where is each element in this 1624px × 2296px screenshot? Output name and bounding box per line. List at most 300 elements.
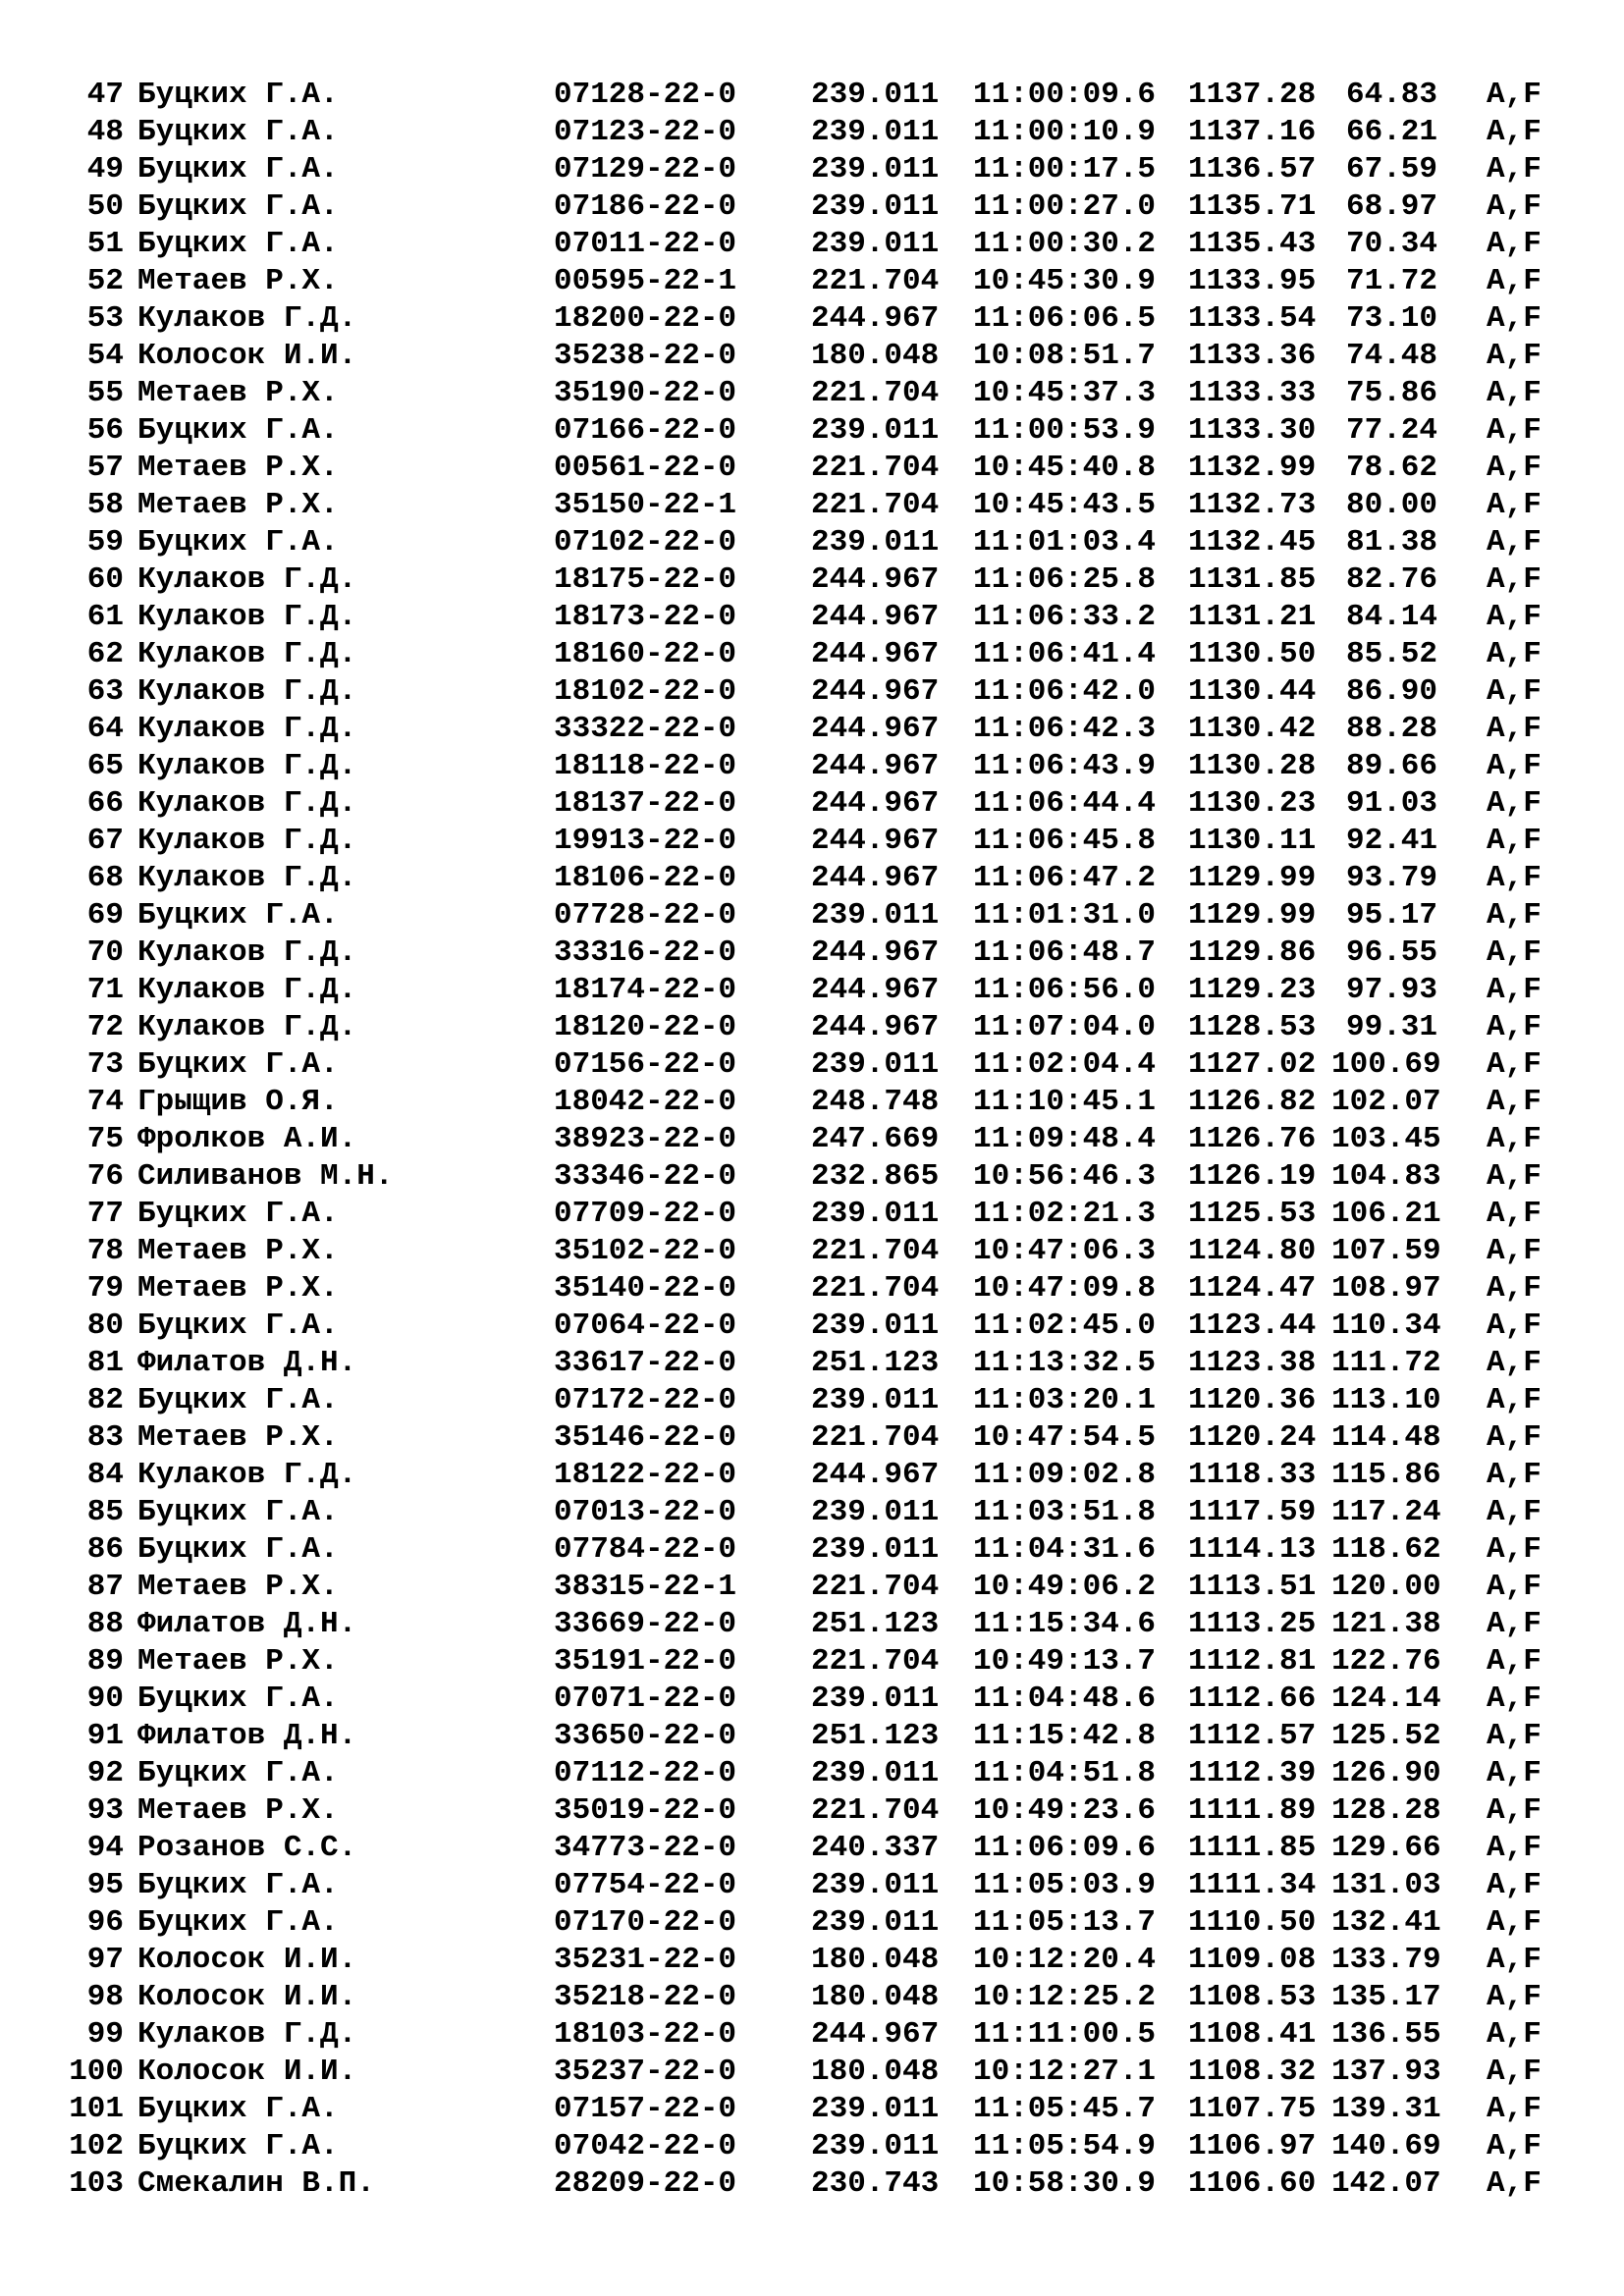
flags: A,F: [1487, 1346, 1542, 1380]
points: 135.17: [1331, 1980, 1441, 2014]
row-number: 61: [86, 600, 124, 634]
owner-name: Кулаков Г.Д.: [137, 301, 357, 336]
arrival-time: 11:02:04.4: [973, 1047, 1157, 1082]
ring-number: 35238-22-0: [554, 339, 737, 373]
distance: 239.011: [811, 78, 940, 112]
arrival-time: 10:49:23.6: [973, 1793, 1157, 1828]
distance: 239.011: [811, 1197, 940, 1231]
row-number: 67: [86, 824, 124, 858]
row-number: 70: [86, 935, 124, 970]
points: 73.10: [1345, 301, 1437, 336]
speed: 1113.51: [1188, 1570, 1317, 1604]
points: 67.59: [1345, 152, 1437, 187]
row-number: 54: [86, 339, 124, 373]
points: 68.97: [1345, 189, 1437, 224]
distance: 239.011: [811, 1383, 940, 1417]
owner-name: Кулаков Г.Д.: [137, 712, 357, 746]
owner-name: Кулаков Г.Д.: [137, 600, 357, 634]
row-number: 77: [86, 1197, 124, 1231]
row-number: 93: [86, 1793, 124, 1828]
row-number: 64: [86, 712, 124, 746]
points: 104.83: [1331, 1159, 1441, 1194]
distance: 251.123: [811, 1346, 940, 1380]
owner-name: Буцких Г.А.: [137, 1495, 339, 1529]
ring-number: 07170-22-0: [554, 1905, 737, 1940]
arrival-time: 11:09:02.8: [973, 1458, 1157, 1492]
owner-name: Силиванов М.Н.: [137, 1159, 394, 1194]
flags: A,F: [1487, 1905, 1542, 1940]
ring-number: 33617-22-0: [554, 1346, 737, 1380]
ring-number: 07186-22-0: [554, 189, 737, 224]
row-number: 81: [86, 1346, 124, 1380]
distance: 180.048: [811, 1943, 940, 1977]
distance: 244.967: [811, 824, 940, 858]
row-number: 65: [86, 749, 124, 783]
owner-name: Кулаков Г.Д.: [137, 1010, 357, 1044]
arrival-time: 11:03:51.8: [973, 1495, 1157, 1529]
owner-name: Буцких Г.А.: [137, 1868, 339, 1902]
distance: 244.967: [811, 973, 940, 1007]
flags: A,F: [1487, 2092, 1542, 2126]
row-number: 69: [86, 898, 124, 933]
row-number: 84: [86, 1458, 124, 1492]
arrival-time: 11:05:54.9: [973, 2129, 1157, 2163]
row-number: 103: [69, 2166, 124, 2201]
speed: 1107.75: [1188, 2092, 1317, 2126]
flags: A,F: [1487, 1383, 1542, 1417]
points: 84.14: [1345, 600, 1437, 634]
points: 108.97: [1331, 1271, 1441, 1306]
flags: A,F: [1487, 1943, 1542, 1977]
arrival-time: 10:49:13.7: [973, 1644, 1157, 1679]
speed: 1112.39: [1188, 1756, 1317, 1790]
owner-name: Колосок И.И.: [137, 1943, 357, 1977]
flags: A,F: [1487, 451, 1542, 485]
owner-name: Буцких Г.А.: [137, 1756, 339, 1790]
flags: A,F: [1487, 1197, 1542, 1231]
distance: 239.011: [811, 525, 940, 560]
ring-number: 38923-22-0: [554, 1122, 737, 1156]
speed: 1130.44: [1188, 674, 1317, 709]
owner-name: Кулаков Г.Д.: [137, 973, 357, 1007]
flags: A,F: [1487, 1532, 1542, 1567]
owner-name: Кулаков Г.Д.: [137, 824, 357, 858]
speed: 1136.57: [1188, 152, 1317, 187]
arrival-time: 11:05:45.7: [973, 2092, 1157, 2126]
points: 71.72: [1345, 264, 1437, 298]
row-number: 90: [86, 1682, 124, 1716]
distance: 244.967: [811, 637, 940, 671]
ring-number: 18103-22-0: [554, 2017, 737, 2052]
speed: 1125.53: [1188, 1197, 1317, 1231]
row-number: 76: [86, 1159, 124, 1194]
speed: 1135.43: [1188, 227, 1317, 261]
flags: A,F: [1487, 1756, 1542, 1790]
row-number: 62: [86, 637, 124, 671]
points: 120.00: [1331, 1570, 1441, 1604]
points: 115.86: [1331, 1458, 1441, 1492]
speed: 1108.53: [1188, 1980, 1317, 2014]
arrival-time: 11:03:20.1: [973, 1383, 1157, 1417]
ring-number: 35019-22-0: [554, 1793, 737, 1828]
distance: 239.011: [811, 2129, 940, 2163]
arrival-time: 11:06:33.2: [973, 600, 1157, 634]
flags: A,F: [1487, 1644, 1542, 1679]
arrival-time: 11:06:25.8: [973, 562, 1157, 597]
points: 80.00: [1345, 488, 1437, 522]
speed: 1120.24: [1188, 1420, 1317, 1455]
owner-name: Метаев Р.Х.: [137, 376, 339, 410]
distance: 239.011: [811, 115, 940, 149]
speed: 1133.54: [1188, 301, 1317, 336]
arrival-time: 11:04:51.8: [973, 1756, 1157, 1790]
speed: 1124.47: [1188, 1271, 1317, 1306]
arrival-time: 11:05:03.9: [973, 1868, 1157, 1902]
flags: A,F: [1487, 2017, 1542, 2052]
arrival-time: 11:15:42.8: [973, 1719, 1157, 1753]
points: 92.41: [1345, 824, 1437, 858]
speed: 1117.59: [1188, 1495, 1317, 1529]
speed: 1112.57: [1188, 1719, 1317, 1753]
distance: 239.011: [811, 1905, 940, 1940]
arrival-time: 11:00:09.6: [973, 78, 1157, 112]
speed: 1129.99: [1188, 861, 1317, 895]
speed: 1114.13: [1188, 1532, 1317, 1567]
points: 137.93: [1331, 2055, 1441, 2089]
flags: A,F: [1487, 973, 1542, 1007]
points: 107.59: [1331, 1234, 1441, 1268]
arrival-time: 10:49:06.2: [973, 1570, 1157, 1604]
ring-number: 35146-22-0: [554, 1420, 737, 1455]
flags: A,F: [1487, 115, 1542, 149]
flags: A,F: [1487, 1682, 1542, 1716]
ring-number: 33669-22-0: [554, 1607, 737, 1641]
ring-number: 18175-22-0: [554, 562, 737, 597]
ring-number: 07071-22-0: [554, 1682, 737, 1716]
arrival-time: 10:12:25.2: [973, 1980, 1157, 2014]
row-number: 55: [86, 376, 124, 410]
speed: 1129.86: [1188, 935, 1317, 970]
speed: 1133.33: [1188, 376, 1317, 410]
points: 132.41: [1331, 1905, 1441, 1940]
owner-name: Буцких Г.А.: [137, 115, 339, 149]
ring-number: 18118-22-0: [554, 749, 737, 783]
points: 78.62: [1345, 451, 1437, 485]
ring-number: 00561-22-0: [554, 451, 737, 485]
distance: 251.123: [811, 1607, 940, 1641]
arrival-time: 10:47:09.8: [973, 1271, 1157, 1306]
owner-name: Буцких Г.А.: [137, 189, 339, 224]
ring-number: 07123-22-0: [554, 115, 737, 149]
arrival-time: 11:06:48.7: [973, 935, 1157, 970]
ring-number: 07102-22-0: [554, 525, 737, 560]
distance: 244.967: [811, 749, 940, 783]
arrival-time: 11:10:45.1: [973, 1085, 1157, 1119]
speed: 1130.23: [1188, 786, 1317, 821]
row-number: 86: [86, 1532, 124, 1567]
speed: 1127.02: [1188, 1047, 1317, 1082]
row-number: 89: [86, 1644, 124, 1679]
distance: 244.967: [811, 786, 940, 821]
flags: A,F: [1487, 189, 1542, 224]
ring-number: 07013-22-0: [554, 1495, 737, 1529]
speed: 1131.85: [1188, 562, 1317, 597]
owner-name: Буцких Г.А.: [137, 1197, 339, 1231]
row-number: 72: [86, 1010, 124, 1044]
distance: 251.123: [811, 1719, 940, 1753]
points: 77.24: [1345, 413, 1437, 448]
points: 122.76: [1331, 1644, 1441, 1679]
distance: 221.704: [811, 451, 940, 485]
owner-name: Колосок И.И.: [137, 339, 357, 373]
arrival-time: 11:06:09.6: [973, 1831, 1157, 1865]
row-number: 79: [86, 1271, 124, 1306]
row-number: 49: [86, 152, 124, 187]
owner-name: Колосок И.И.: [137, 1980, 357, 2014]
speed: 1109.08: [1188, 1943, 1317, 1977]
speed: 1111.85: [1188, 1831, 1317, 1865]
flags: A,F: [1487, 1420, 1542, 1455]
flags: A,F: [1487, 1719, 1542, 1753]
owner-name: Кулаков Г.Д.: [137, 674, 357, 709]
ring-number: 18122-22-0: [554, 1458, 737, 1492]
points: 126.90: [1331, 1756, 1441, 1790]
owner-name: Буцких Г.А.: [137, 227, 339, 261]
flags: A,F: [1487, 2129, 1542, 2163]
arrival-time: 11:01:31.0: [973, 898, 1157, 933]
row-number: 50: [86, 189, 124, 224]
points: 82.76: [1345, 562, 1437, 597]
owner-name: Метаев Р.Х.: [137, 1420, 339, 1455]
owner-name: Фролков А.И.: [137, 1122, 357, 1156]
flags: A,F: [1487, 1793, 1542, 1828]
speed: 1126.82: [1188, 1085, 1317, 1119]
ring-number: 33316-22-0: [554, 935, 737, 970]
ring-number: 07166-22-0: [554, 413, 737, 448]
row-number: 85: [86, 1495, 124, 1529]
arrival-time: 11:09:48.4: [973, 1122, 1157, 1156]
distance: 221.704: [811, 1420, 940, 1455]
arrival-time: 11:00:30.2: [973, 227, 1157, 261]
speed: 1126.76: [1188, 1122, 1317, 1156]
owner-name: Буцких Г.А.: [137, 2129, 339, 2163]
ring-number: 33650-22-0: [554, 1719, 737, 1753]
arrival-time: 11:05:13.7: [973, 1905, 1157, 1940]
speed: 1112.66: [1188, 1682, 1317, 1716]
flags: A,F: [1487, 1085, 1542, 1119]
ring-number: 18042-22-0: [554, 1085, 737, 1119]
arrival-time: 11:06:06.5: [973, 301, 1157, 336]
speed: 1110.50: [1188, 1905, 1317, 1940]
row-number: 59: [86, 525, 124, 560]
ring-number: 07172-22-0: [554, 1383, 737, 1417]
speed: 1135.71: [1188, 189, 1317, 224]
flags: A,F: [1487, 600, 1542, 634]
flags: A,F: [1487, 935, 1542, 970]
ring-number: 35231-22-0: [554, 1943, 737, 1977]
points: 103.45: [1331, 1122, 1441, 1156]
row-number: 51: [86, 227, 124, 261]
points: 95.17: [1345, 898, 1437, 933]
ring-number: 07156-22-0: [554, 1047, 737, 1082]
ring-number: 00595-22-1: [554, 264, 737, 298]
arrival-time: 11:06:47.2: [973, 861, 1157, 895]
owner-name: Буцких Г.А.: [137, 1532, 339, 1567]
owner-name: Метаев Р.Х.: [137, 488, 339, 522]
arrival-time: 10:45:40.8: [973, 451, 1157, 485]
speed: 1128.53: [1188, 1010, 1317, 1044]
points: 91.03: [1345, 786, 1437, 821]
speed: 1133.30: [1188, 413, 1317, 448]
speed: 1126.19: [1188, 1159, 1317, 1194]
owner-name: Буцких Г.А.: [137, 1308, 339, 1343]
arrival-time: 11:06:41.4: [973, 637, 1157, 671]
flags: A,F: [1487, 861, 1542, 895]
speed: 1123.44: [1188, 1308, 1317, 1343]
distance: 244.967: [811, 861, 940, 895]
flags: A,F: [1487, 1308, 1542, 1343]
arrival-time: 11:15:34.6: [973, 1607, 1157, 1641]
arrival-time: 11:07:04.0: [973, 1010, 1157, 1044]
points: 129.66: [1331, 1831, 1441, 1865]
points: 125.52: [1331, 1719, 1441, 1753]
owner-name: Буцких Г.А.: [137, 1383, 339, 1417]
speed: 1111.34: [1188, 1868, 1317, 1902]
row-number: 99: [86, 2017, 124, 2052]
flags: A,F: [1487, 898, 1542, 933]
owner-name: Кулаков Г.Д.: [137, 786, 357, 821]
flags: A,F: [1487, 1495, 1542, 1529]
points: 85.52: [1345, 637, 1437, 671]
speed: 1137.28: [1188, 78, 1317, 112]
arrival-time: 10:45:30.9: [973, 264, 1157, 298]
arrival-time: 11:01:03.4: [973, 525, 1157, 560]
points: 88.28: [1345, 712, 1437, 746]
distance: 232.865: [811, 1159, 940, 1194]
speed: 1113.25: [1188, 1607, 1317, 1641]
owner-name: Кулаков Г.Д.: [137, 861, 357, 895]
flags: A,F: [1487, 562, 1542, 597]
arrival-time: 11:02:45.0: [973, 1308, 1157, 1343]
flags: A,F: [1487, 637, 1542, 671]
ring-number: 35218-22-0: [554, 1980, 737, 2014]
row-number: 48: [86, 115, 124, 149]
distance: 239.011: [811, 189, 940, 224]
flags: A,F: [1487, 413, 1542, 448]
ring-number: 07064-22-0: [554, 1308, 737, 1343]
row-number: 66: [86, 786, 124, 821]
speed: 1123.38: [1188, 1346, 1317, 1380]
speed: 1132.45: [1188, 525, 1317, 560]
row-number: 68: [86, 861, 124, 895]
row-number: 87: [86, 1570, 124, 1604]
arrival-time: 10:45:37.3: [973, 376, 1157, 410]
ring-number: 35190-22-0: [554, 376, 737, 410]
row-number: 92: [86, 1756, 124, 1790]
owner-name: Грыщив О.Я.: [137, 1085, 339, 1119]
distance: 244.967: [811, 301, 940, 336]
distance: 239.011: [811, 413, 940, 448]
arrival-time: 10:08:51.7: [973, 339, 1157, 373]
speed: 1130.28: [1188, 749, 1317, 783]
ring-number: 07157-22-0: [554, 2092, 737, 2126]
speed: 1112.81: [1188, 1644, 1317, 1679]
ring-number: 07709-22-0: [554, 1197, 737, 1231]
speed: 1130.11: [1188, 824, 1317, 858]
owner-name: Буцких Г.А.: [137, 413, 339, 448]
points: 66.21: [1345, 115, 1437, 149]
ring-number: 07128-22-0: [554, 78, 737, 112]
speed: 1129.99: [1188, 898, 1317, 933]
row-number: 78: [86, 1234, 124, 1268]
row-number: 47: [86, 78, 124, 112]
flags: A,F: [1487, 1570, 1542, 1604]
distance: 221.704: [811, 488, 940, 522]
flags: A,F: [1487, 824, 1542, 858]
arrival-time: 11:04:31.6: [973, 1532, 1157, 1567]
owner-name: Филатов Д.Н.: [137, 1719, 357, 1753]
points: 99.31: [1345, 1010, 1437, 1044]
speed: 1133.36: [1188, 339, 1317, 373]
speed: 1108.41: [1188, 2017, 1317, 2052]
owner-name: Кулаков Г.Д.: [137, 562, 357, 597]
arrival-time: 11:06:42.3: [973, 712, 1157, 746]
distance: 244.967: [811, 1010, 940, 1044]
arrival-time: 10:58:30.9: [973, 2166, 1157, 2201]
ring-number: 07129-22-0: [554, 152, 737, 187]
ring-number: 18106-22-0: [554, 861, 737, 895]
distance: 244.967: [811, 2017, 940, 2052]
flags: A,F: [1487, 152, 1542, 187]
speed: 1118.33: [1188, 1458, 1317, 1492]
row-number: 97: [86, 1943, 124, 1977]
owner-name: Метаев Р.Х.: [137, 1234, 339, 1268]
owner-name: Буцких Г.А.: [137, 1047, 339, 1082]
owner-name: Кулаков Г.Д.: [137, 935, 357, 970]
ring-number: 33346-22-0: [554, 1159, 737, 1194]
arrival-time: 10:45:43.5: [973, 488, 1157, 522]
distance: 239.011: [811, 1532, 940, 1567]
row-number: 95: [86, 1868, 124, 1902]
speed: 1132.73: [1188, 488, 1317, 522]
arrival-time: 11:04:48.6: [973, 1682, 1157, 1716]
distance: 221.704: [811, 376, 940, 410]
flags: A,F: [1487, 1122, 1542, 1156]
row-number: 57: [86, 451, 124, 485]
flags: A,F: [1487, 1980, 1542, 2014]
flags: A,F: [1487, 78, 1542, 112]
row-number: 71: [86, 973, 124, 1007]
row-number: 100: [69, 2055, 124, 2089]
points: 113.10: [1331, 1383, 1441, 1417]
distance: 239.011: [811, 1868, 940, 1902]
distance: 239.011: [811, 1495, 940, 1529]
points: 140.69: [1331, 2129, 1441, 2163]
speed: 1132.99: [1188, 451, 1317, 485]
distance: 244.967: [811, 1458, 940, 1492]
ring-number: 35237-22-0: [554, 2055, 737, 2089]
owner-name: Метаев Р.Х.: [137, 1570, 339, 1604]
flags: A,F: [1487, 2055, 1542, 2089]
ring-number: 35191-22-0: [554, 1644, 737, 1679]
points: 74.48: [1345, 339, 1437, 373]
arrival-time: 10:56:46.3: [973, 1159, 1157, 1194]
arrival-time: 11:06:56.0: [973, 973, 1157, 1007]
distance: 244.967: [811, 674, 940, 709]
owner-name: Буцких Г.А.: [137, 2092, 339, 2126]
speed: 1124.80: [1188, 1234, 1317, 1268]
ring-number: 35102-22-0: [554, 1234, 737, 1268]
